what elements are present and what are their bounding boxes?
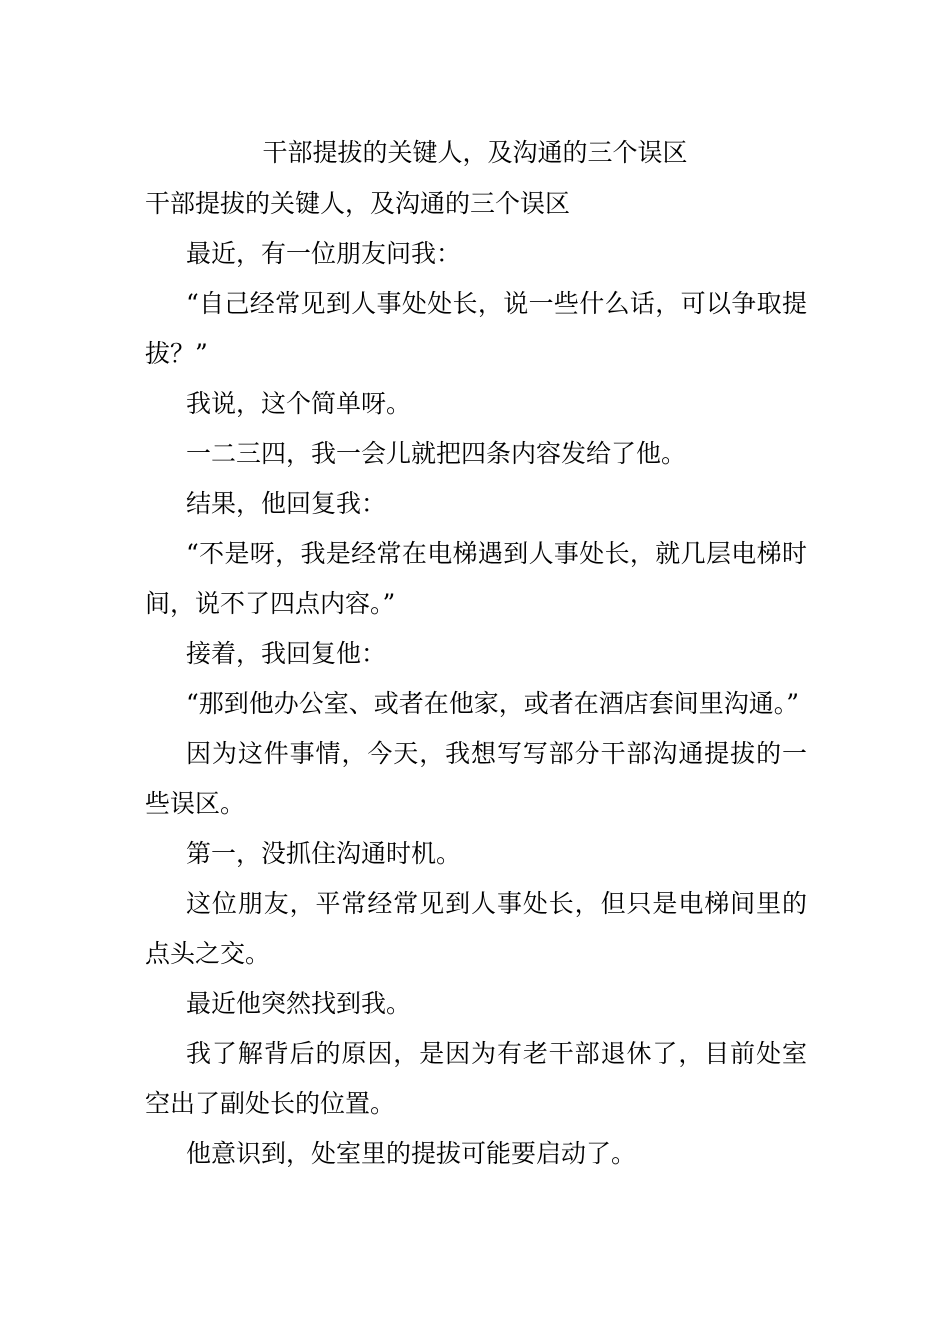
- paragraph: 接着，我回复他：: [186, 639, 387, 668]
- paragraph: 我说，这个简单呀。: [186, 389, 412, 418]
- paragraph-heading: 干部提拔的关键人，及沟通的三个误区: [145, 189, 571, 218]
- paragraph: 他意识到，处室里的提拔可能要启动了。: [186, 1139, 637, 1168]
- paragraph: 结果，他回复我：: [186, 489, 387, 518]
- paragraph: 一二三四，我一会儿就把四条内容发给了他。: [186, 439, 687, 468]
- paragraph: “不是呀，我是经常在电梯遇到人事处长，就几层电梯时间，说不了四点内容。”: [145, 539, 807, 618]
- paragraph: “自己经常见到人事处处长，说一些什么话，可以争取提拔？”: [145, 289, 807, 368]
- document-body: [145, 179, 807, 1179]
- document-title: 干部提拔的关键人，及沟通的三个误区: [262, 138, 688, 167]
- paragraph: “那到他办公室、或者在他家，或者在酒店套间里沟通。”: [186, 689, 800, 718]
- paragraph: 第一，没抓住沟通时机。: [186, 839, 462, 868]
- paragraph: 我了解背后的原因，是因为有老干部退休了，目前处室空出了副处长的位置。: [145, 1039, 807, 1118]
- paragraph: 最近他突然找到我。: [186, 989, 412, 1018]
- paragraph: 这位朋友，平常经常见到人事处长，但只是电梯间里的点头之交。: [145, 889, 807, 968]
- paragraph: 最近，有一位朋友问我：: [186, 239, 462, 268]
- paragraph: 因为这件事情，今天，我想写写部分干部沟通提拔的一些误区。: [145, 739, 807, 818]
